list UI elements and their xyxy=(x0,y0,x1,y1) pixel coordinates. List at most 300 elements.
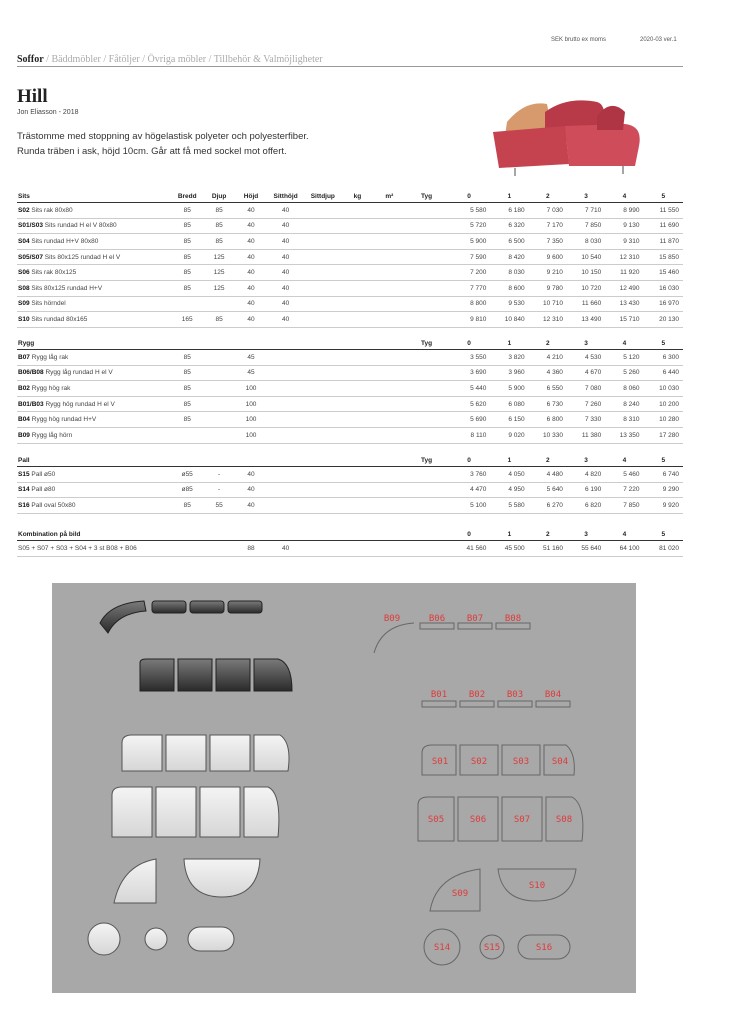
table-cell: 40 xyxy=(235,312,267,328)
table-cell: 100 xyxy=(235,396,267,412)
table-row xyxy=(17,541,683,557)
table-cell: 85 xyxy=(171,265,203,281)
column-header: Djup xyxy=(203,190,235,203)
description-line-2: Runda träben i ask, höjd 10cm. Går att få med sockel mot offert. xyxy=(17,146,287,157)
price-cell: 6 800 xyxy=(529,412,567,428)
table-cell: 125 xyxy=(203,280,235,296)
table-cell: 85 xyxy=(203,312,235,328)
module-label: B07 xyxy=(466,614,484,624)
price-cell: 10 840 xyxy=(490,312,528,328)
column-header xyxy=(235,528,267,541)
table-cell xyxy=(373,203,405,219)
table-cell: 85 xyxy=(171,280,203,296)
combination-price-table xyxy=(17,528,683,557)
item-name xyxy=(17,365,171,381)
item-code: S16 xyxy=(18,501,30,509)
table-cell xyxy=(405,541,448,557)
table-row xyxy=(17,350,683,366)
table-cell xyxy=(405,427,448,443)
price-cell: 9 810 xyxy=(448,312,491,328)
column-header xyxy=(203,337,235,350)
item-code: B04 xyxy=(18,416,30,424)
column-header: 5 xyxy=(644,337,683,350)
price-cell: 6 730 xyxy=(529,396,567,412)
column-header: 5 xyxy=(644,190,683,203)
table-cell xyxy=(267,482,304,498)
module-label: S01 xyxy=(431,757,449,767)
item-name xyxy=(17,381,171,397)
column-header xyxy=(304,454,341,467)
designer: Jon Eliasson - 2018 xyxy=(17,109,79,116)
item-code: B07 xyxy=(18,353,30,361)
item-label: Sits 80x125 rundad H+V xyxy=(29,284,103,292)
item-label: Sits rundad H el V 80x80 xyxy=(42,222,117,230)
table-cell xyxy=(304,412,341,428)
table-cell xyxy=(171,296,203,312)
table-cell xyxy=(405,396,448,412)
table-row xyxy=(17,427,683,443)
description-line-1: Trästomme med stoppning av högelastisk polyeter och polyesterfiber. xyxy=(17,131,309,142)
price-cell: 8 800 xyxy=(448,296,491,312)
column-header: Tyg xyxy=(405,337,448,350)
page-title: Hill xyxy=(17,86,48,107)
table-cell xyxy=(267,396,304,412)
item-code: S15 xyxy=(18,470,30,478)
table-cell xyxy=(267,365,304,381)
item-label: Pall ø80 xyxy=(29,486,56,494)
table-cell: 40 xyxy=(267,218,304,234)
plan-outlines xyxy=(374,623,583,965)
section-header: Pall xyxy=(17,454,171,467)
table-cell xyxy=(341,498,373,514)
module-label: S09 xyxy=(451,889,469,899)
price-cell: 4 820 xyxy=(567,467,605,483)
column-header xyxy=(267,337,304,350)
table-cell xyxy=(373,234,405,250)
description xyxy=(17,129,377,159)
table-cell xyxy=(405,365,448,381)
module-label: B04 xyxy=(544,690,562,700)
item-name xyxy=(17,296,171,312)
table-cell: ø55 xyxy=(171,467,203,483)
price-cell: 6 080 xyxy=(490,396,528,412)
table-cell xyxy=(341,312,373,328)
table-cell: 45 xyxy=(235,365,267,381)
price-cell: 5 900 xyxy=(448,234,491,250)
table-cell: 40 xyxy=(235,280,267,296)
table-cell xyxy=(405,381,448,397)
price-cell: 8 030 xyxy=(490,265,528,281)
column-header: Höjd xyxy=(235,190,267,203)
price-cell: 15 850 xyxy=(644,249,683,265)
price-cell: 4 050 xyxy=(490,467,528,483)
table-cell: 85 xyxy=(171,498,203,514)
module-label: S04 xyxy=(551,757,569,767)
price-cell: 11 920 xyxy=(605,265,643,281)
table-cell: 165 xyxy=(171,312,203,328)
item-label: Rygg låg rundad H el V xyxy=(43,369,113,377)
price-cell: 10 200 xyxy=(644,396,683,412)
table-cell: 100 xyxy=(235,381,267,397)
price-cell: 41 560 xyxy=(448,541,491,557)
breadcrumb-rest[interactable]: / Bäddmöbler / Fåtöljer / Övriga möbler / Tillbehör & Valmöjligheter xyxy=(43,54,323,65)
column-header xyxy=(203,454,235,467)
price-cell: 10 710 xyxy=(529,296,567,312)
item-name xyxy=(17,203,171,219)
price-cell: 8 310 xyxy=(605,412,643,428)
item-label: Sits rundad H+V 80x80 xyxy=(29,237,99,245)
module-label: S10 xyxy=(528,881,546,891)
item-code: B01/B03 xyxy=(18,400,44,408)
table-cell: 40 xyxy=(235,498,267,514)
seat-price-table xyxy=(17,190,683,328)
column-header: 2 xyxy=(529,337,567,350)
price-cell: 6 500 xyxy=(490,234,528,250)
item-label: Pall ø50 xyxy=(29,470,56,478)
table-cell xyxy=(203,381,235,397)
price-cell: 7 260 xyxy=(567,396,605,412)
table-cell: 40 xyxy=(235,218,267,234)
table-cell: 40 xyxy=(235,482,267,498)
price-cell: 5 440 xyxy=(448,381,491,397)
price-cell: 4 210 xyxy=(529,350,567,366)
price-cell: 5 460 xyxy=(605,467,643,483)
table-cell xyxy=(304,467,341,483)
table-cell: 85 xyxy=(171,365,203,381)
column-header xyxy=(304,528,341,541)
table-row xyxy=(17,467,683,483)
section-header: Rygg xyxy=(17,337,171,350)
table-cell: 40 xyxy=(267,280,304,296)
item-label: Sits rak 80x80 xyxy=(29,206,73,214)
table-cell: 85 xyxy=(171,350,203,366)
price-cell: 8 030 xyxy=(567,234,605,250)
column-header: 3 xyxy=(567,190,605,203)
price-cell: 4 480 xyxy=(529,467,567,483)
price-cell: 7 850 xyxy=(567,218,605,234)
price-cell: 5 720 xyxy=(448,218,491,234)
module-label: B02 xyxy=(468,690,486,700)
item-code: B02 xyxy=(18,384,30,392)
item-code: S01/S03 xyxy=(18,222,43,230)
table-cell: 40 xyxy=(267,249,304,265)
item-label: Rygg låg hörn xyxy=(29,431,73,439)
table-cell xyxy=(373,249,405,265)
price-note: SEK brutto ex moms xyxy=(551,37,607,43)
price-cell: 7 080 xyxy=(567,381,605,397)
item-code: S14 xyxy=(18,486,30,494)
column-header xyxy=(373,454,405,467)
table-cell: 88 xyxy=(235,541,267,557)
price-cell: 7 350 xyxy=(529,234,567,250)
table-cell xyxy=(373,265,405,281)
price-cell: 64 100 xyxy=(605,541,643,557)
back-price-table xyxy=(17,337,683,444)
table-row xyxy=(17,498,683,514)
item-label: Pall oval 50x80 xyxy=(29,501,76,509)
column-header xyxy=(341,528,373,541)
item-name xyxy=(17,280,171,296)
table-cell xyxy=(405,467,448,483)
price-cell: 9 530 xyxy=(490,296,528,312)
table-cell xyxy=(304,498,341,514)
column-header: Tyg xyxy=(405,190,448,203)
item-name xyxy=(17,498,171,514)
price-cell: 9 130 xyxy=(605,218,643,234)
table-cell: 85 xyxy=(171,396,203,412)
price-cell: 6 190 xyxy=(567,482,605,498)
column-header: 5 xyxy=(644,528,683,541)
column-header: 0 xyxy=(448,528,491,541)
table-cell: 85 xyxy=(171,381,203,397)
table-cell xyxy=(267,498,304,514)
column-header: 0 xyxy=(448,190,491,203)
table-cell xyxy=(304,218,341,234)
table-row xyxy=(17,412,683,428)
column-header xyxy=(373,337,405,350)
column-header: kg xyxy=(341,190,373,203)
module-diagram xyxy=(52,583,636,993)
table-cell xyxy=(304,482,341,498)
table-cell xyxy=(341,365,373,381)
table-cell xyxy=(373,280,405,296)
table-cell xyxy=(341,218,373,234)
table-cell xyxy=(203,365,235,381)
module-label: S03 xyxy=(512,757,530,767)
table-cell xyxy=(203,296,235,312)
table-row xyxy=(17,218,683,234)
table-cell: 40 xyxy=(267,265,304,281)
module-label: S07 xyxy=(513,815,531,825)
column-header xyxy=(171,528,203,541)
table-cell: 125 xyxy=(203,265,235,281)
item-name xyxy=(17,350,171,366)
table-cell: 40 xyxy=(235,249,267,265)
column-header xyxy=(235,337,267,350)
table-cell: 85 xyxy=(203,203,235,219)
table-cell: - xyxy=(203,482,235,498)
table-cell xyxy=(267,350,304,366)
table-row xyxy=(17,482,683,498)
table-cell xyxy=(373,467,405,483)
table-cell: 40 xyxy=(235,203,267,219)
item-name xyxy=(17,427,171,443)
table-cell xyxy=(341,296,373,312)
table-cell xyxy=(373,396,405,412)
table-cell xyxy=(341,427,373,443)
table-row xyxy=(17,249,683,265)
table-cell: 85 xyxy=(171,218,203,234)
item-label: Rygg låg rak xyxy=(29,353,69,361)
table-cell xyxy=(373,498,405,514)
price-cell: 6 180 xyxy=(490,203,528,219)
3d-pieces xyxy=(88,601,292,955)
table-cell xyxy=(373,350,405,366)
table-cell xyxy=(304,280,341,296)
table-cell xyxy=(304,427,341,443)
price-cell: 12 310 xyxy=(605,249,643,265)
item-name xyxy=(17,412,171,428)
table-cell: 85 xyxy=(171,234,203,250)
table-row xyxy=(17,312,683,328)
column-header: 1 xyxy=(490,528,528,541)
column-header xyxy=(304,337,341,350)
price-cell: 5 580 xyxy=(490,498,528,514)
table-cell xyxy=(341,249,373,265)
price-cell: 4 670 xyxy=(567,365,605,381)
table-cell xyxy=(341,280,373,296)
table-cell xyxy=(304,312,341,328)
item-code: B09 xyxy=(18,431,30,439)
module-label: S06 xyxy=(469,815,487,825)
item-label: Rygg hög rundad H el V xyxy=(43,400,115,408)
table-cell: - xyxy=(203,467,235,483)
column-header: 4 xyxy=(605,528,643,541)
table-cell xyxy=(373,296,405,312)
table-cell: 125 xyxy=(203,249,235,265)
table-cell xyxy=(405,482,448,498)
table-row xyxy=(17,265,683,281)
table-cell: 85 xyxy=(171,412,203,428)
table-cell xyxy=(304,396,341,412)
table-cell: 40 xyxy=(235,296,267,312)
price-cell: 45 500 xyxy=(490,541,528,557)
table-cell xyxy=(304,203,341,219)
price-cell: 9 600 xyxy=(529,249,567,265)
price-cell: 15 460 xyxy=(644,265,683,281)
section-header: Kombination på bild xyxy=(17,528,171,541)
column-header xyxy=(171,454,203,467)
table-cell xyxy=(267,467,304,483)
price-cell: 8 240 xyxy=(605,396,643,412)
price-cell: 5 580 xyxy=(448,203,491,219)
divider xyxy=(17,66,683,67)
column-header: 4 xyxy=(605,454,643,467)
column-header: 4 xyxy=(605,337,643,350)
price-cell: 5 900 xyxy=(490,381,528,397)
column-header: Tyg xyxy=(405,454,448,467)
column-header: 0 xyxy=(448,337,491,350)
table-cell xyxy=(373,218,405,234)
item-name xyxy=(17,312,171,328)
table-cell: 45 xyxy=(235,350,267,366)
table-cell xyxy=(304,365,341,381)
table-cell xyxy=(341,203,373,219)
column-header: 2 xyxy=(529,454,567,467)
combination-label: S05 + S07 + S03 + S04 + 3 st B08 + B06 xyxy=(17,541,235,557)
module-label: B09 xyxy=(383,614,401,624)
price-cell: 5 120 xyxy=(605,350,643,366)
item-code: S02 xyxy=(18,206,30,214)
price-cell: 7 170 xyxy=(529,218,567,234)
column-header xyxy=(341,337,373,350)
module-label: B06 xyxy=(428,614,446,624)
column-header xyxy=(405,528,448,541)
price-cell: 4 470 xyxy=(448,482,491,498)
item-code: S05/S07 xyxy=(18,253,43,261)
price-cell: 8 420 xyxy=(490,249,528,265)
module-label: S16 xyxy=(535,943,553,953)
breadcrumb-current[interactable]: Soffor xyxy=(17,54,44,65)
table-cell xyxy=(405,249,448,265)
table-cell xyxy=(341,482,373,498)
module-label: S05 xyxy=(427,815,445,825)
table-cell: 40 xyxy=(235,234,267,250)
price-cell: 12 310 xyxy=(529,312,567,328)
table-cell xyxy=(373,482,405,498)
column-header: 1 xyxy=(490,337,528,350)
table-cell xyxy=(373,541,405,557)
sofa-image xyxy=(485,90,645,180)
item-code: S10 xyxy=(18,315,30,323)
column-header: 4 xyxy=(605,190,643,203)
price-cell: 11 380 xyxy=(567,427,605,443)
price-cell: 10 330 xyxy=(529,427,567,443)
column-header: Sitthöjd xyxy=(267,190,304,203)
item-label: Sits 80x125 rundad H el V xyxy=(42,253,121,261)
price-cell: 3 690 xyxy=(448,365,491,381)
column-header: 3 xyxy=(567,454,605,467)
column-header: 3 xyxy=(567,528,605,541)
table-cell xyxy=(405,350,448,366)
price-cell: 13 430 xyxy=(605,296,643,312)
item-name xyxy=(17,396,171,412)
price-cell: 8 060 xyxy=(605,381,643,397)
price-cell: 3 760 xyxy=(448,467,491,483)
price-cell: 11 550 xyxy=(644,203,683,219)
table-cell xyxy=(267,427,304,443)
module-label: B08 xyxy=(504,614,522,624)
column-header: 2 xyxy=(529,190,567,203)
table-row xyxy=(17,365,683,381)
column-header xyxy=(341,454,373,467)
price-cell: 8 600 xyxy=(490,280,528,296)
item-label: Rygg hög rak xyxy=(29,384,71,392)
table-cell: 40 xyxy=(267,312,304,328)
table-cell xyxy=(341,350,373,366)
price-cell: 11 660 xyxy=(567,296,605,312)
price-cell: 5 260 xyxy=(605,365,643,381)
version: 2020-03 ver.1 xyxy=(640,37,677,43)
price-cell: 8 990 xyxy=(605,203,643,219)
table-row xyxy=(17,381,683,397)
table-cell xyxy=(405,412,448,428)
column-header: 0 xyxy=(448,454,491,467)
breadcrumb xyxy=(17,54,323,65)
table-cell: 85 xyxy=(171,249,203,265)
table-row xyxy=(17,296,683,312)
table-cell: 40 xyxy=(267,234,304,250)
column-header: Bredd xyxy=(171,190,203,203)
price-cell: 7 710 xyxy=(567,203,605,219)
price-cell: 5 620 xyxy=(448,396,491,412)
item-label: Sits rundad 80x165 xyxy=(29,315,88,323)
table-cell xyxy=(203,396,235,412)
table-cell xyxy=(405,296,448,312)
table-cell xyxy=(405,265,448,281)
table-row xyxy=(17,280,683,296)
table-cell: 40 xyxy=(267,296,304,312)
item-code: S09 xyxy=(18,300,30,308)
price-cell: 9 290 xyxy=(644,482,683,498)
price-cell: 9 020 xyxy=(490,427,528,443)
column-header xyxy=(203,528,235,541)
table-cell xyxy=(373,312,405,328)
price-cell: 6 820 xyxy=(567,498,605,514)
price-cell: 7 590 xyxy=(448,249,491,265)
item-name xyxy=(17,218,171,234)
price-cell: 20 130 xyxy=(644,312,683,328)
